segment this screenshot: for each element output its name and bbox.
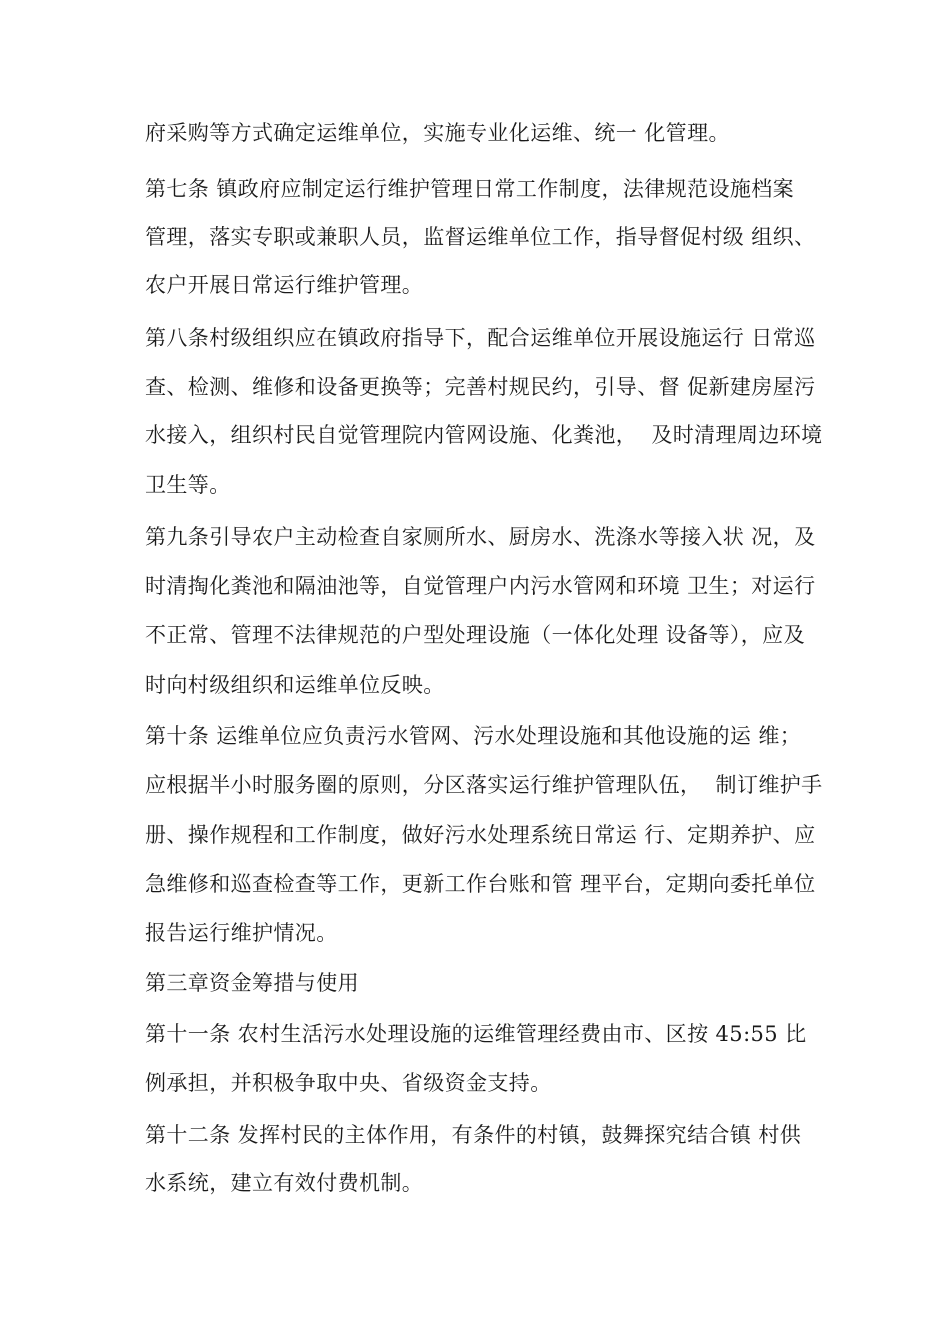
text-line: 报告运行维护情况。	[145, 921, 338, 945]
text-line: 时清掏化粪池和隔油池等，自觉管理户内污水管网和环境 卫生；对运行	[145, 574, 816, 598]
text-line: 第九条引导农户主动检查自家厕所水、厨房水、洗涤水等接入状 况，及	[145, 525, 816, 549]
text-line: 应根据半小时服务圈的原则，分区落实运行维护管理队伍， 制订维护手	[145, 773, 823, 797]
text-line: 第十条 运维单位应负责污水管网、污水处理设施和其他设施的运 维；	[145, 724, 802, 748]
text-line: 农户开展日常运行维护管理。	[145, 273, 424, 297]
text-line: 第八条村级组织应在镇政府指导下，配合运维单位开展设施运行 日常巡	[145, 326, 816, 350]
text-line: 府采购等方式确定运维单位，实施专业化运维、统一 化管理。	[145, 121, 730, 145]
text-line: 时向村级组织和运维单位反映。	[145, 673, 445, 697]
text-line: 不正常、管理不法律规范的户型处理设施（一体化处理 设备等），应及	[145, 623, 805, 647]
text-line: 水接入，组织村民自觉管理院内管网设施、化粪池， 及时清理周边环境	[145, 423, 823, 447]
text-line: 急维修和巡查检查等工作，更新工作台账和管 理平台，定期向委托单位	[145, 872, 816, 896]
text-line: 第十二条 发挥村民的主体作用，有条件的村镇，鼓舞探究结合镇 村供	[145, 1123, 802, 1147]
text-line: 例承担，并积极争取中央、省级资金支持。	[145, 1071, 552, 1095]
text-line: 第七条 镇政府应制定运行维护管理日常工作制度，法律规范设施档案	[145, 177, 795, 201]
text-line: 册、操作规程和工作制度，做好污水处理系统日常运 行、定期养护、应	[145, 823, 816, 847]
text-line: 管理，落实专职或兼职人员，监督运维单位工作，指导督促村级 组织、	[145, 225, 816, 249]
text-line: 第十一条 农村生活污水处理设施的运维管理经费由市、区按 45:55 比	[145, 1022, 807, 1046]
text-line: 查、检测、维修和设备更换等；完善村规民约，引导、督 促新建房屋污	[145, 375, 816, 399]
text-line: 卫生等。	[145, 473, 231, 497]
text-line: 水系统，建立有效付费机制。	[145, 1171, 424, 1195]
chapter-heading: 第三章资金筹措与使用	[145, 971, 359, 995]
